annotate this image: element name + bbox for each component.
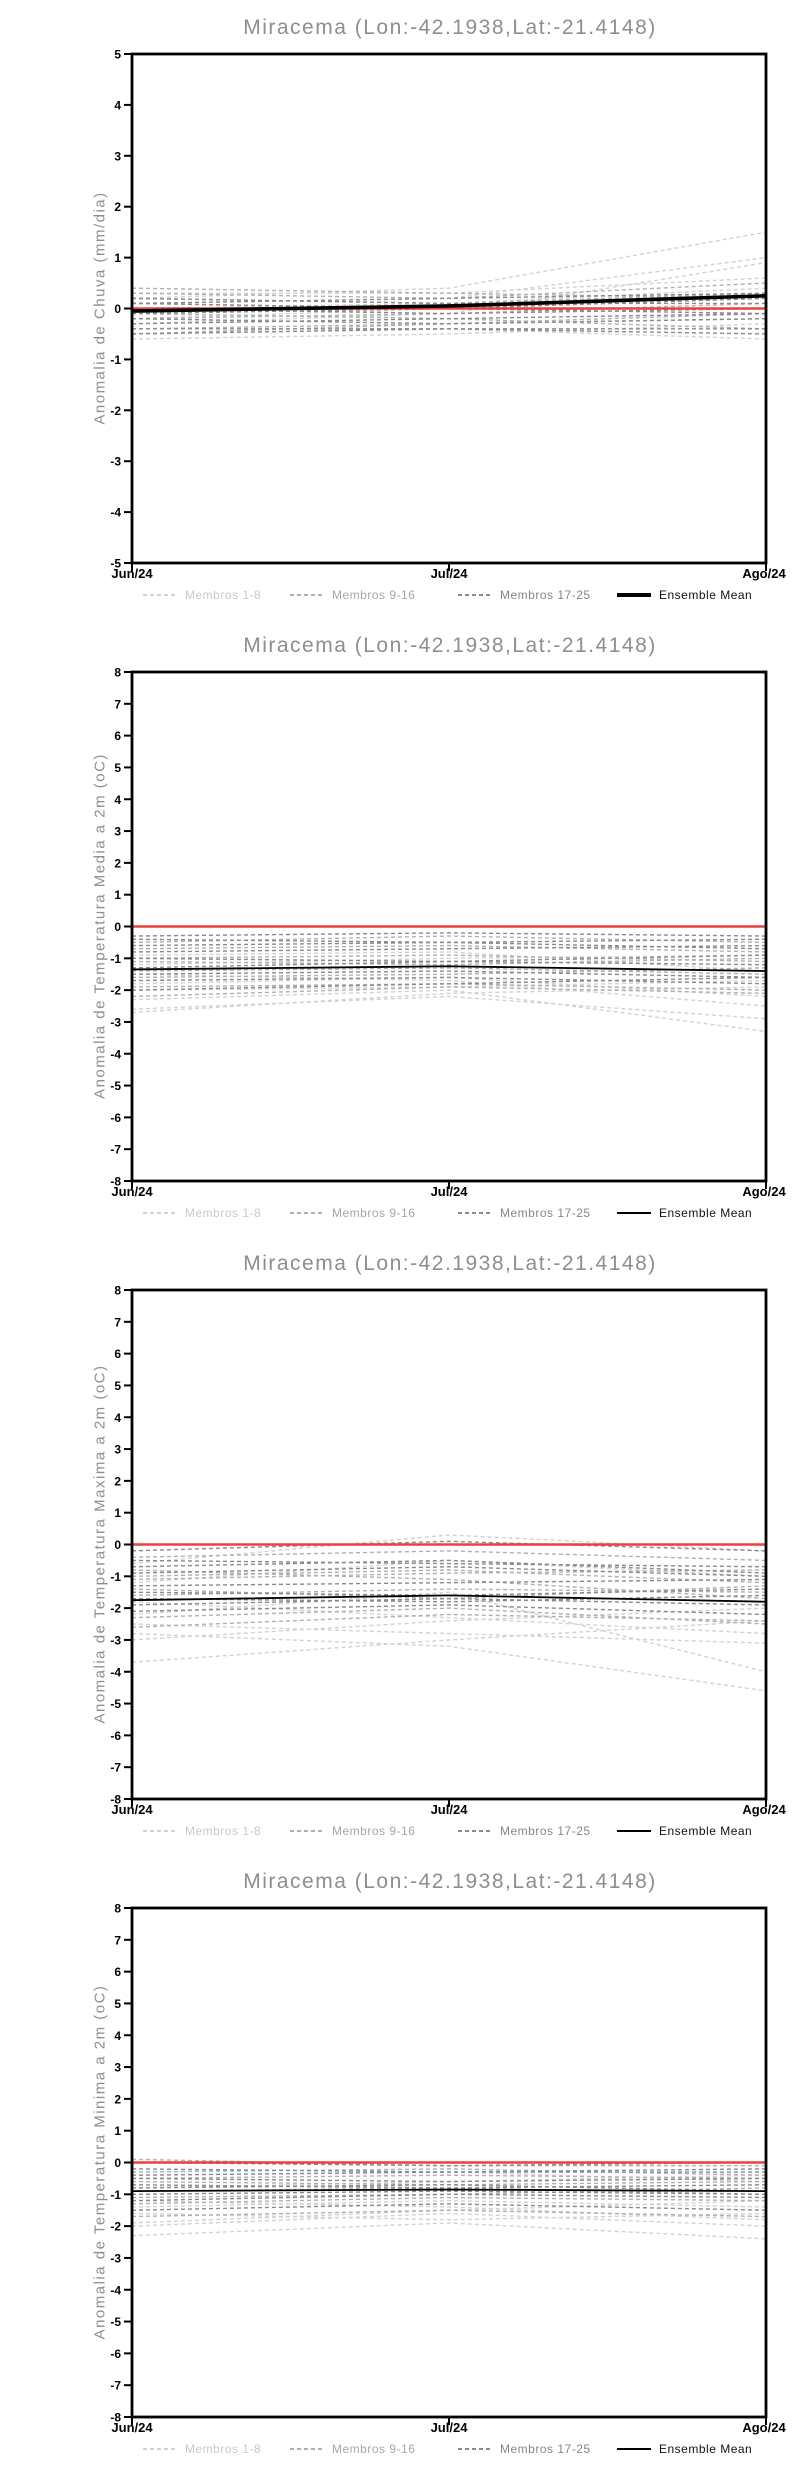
dashed-line-swatch <box>143 594 177 596</box>
svg-text:-6: -6 <box>110 2346 121 2361</box>
svg-text:4: 4 <box>114 98 121 113</box>
svg-text:7: 7 <box>114 1315 121 1330</box>
chart-block-min-temperature-anomaly <box>0 1854 800 2472</box>
plot-area <box>0 618 800 1236</box>
legend <box>0 2441 800 2459</box>
svg-text:-2: -2 <box>110 1601 121 1616</box>
solid-line-swatch <box>617 1212 651 1214</box>
x-axis-labels <box>0 566 800 582</box>
svg-text:-4: -4 <box>110 2283 121 2298</box>
x-tick-label-jun: Jun/24 <box>111 1802 153 1817</box>
legend <box>0 1823 800 1841</box>
legend-item-members-1-8 <box>143 2441 261 2457</box>
svg-text:7: 7 <box>114 697 121 712</box>
y-axis-label: Anomalia de Chuva (mm/dia) <box>91 191 109 425</box>
legend-item-ensemble-mean <box>617 2441 752 2457</box>
legend-label: Membros 9-16 <box>332 2442 416 2456</box>
svg-text:-8: -8 <box>110 2410 121 2425</box>
svg-text:2: 2 <box>114 1474 121 1489</box>
svg-text:3: 3 <box>114 2060 121 2075</box>
legend-item-members-17-25 <box>458 1823 591 1839</box>
svg-text:4: 4 <box>114 2028 121 2043</box>
x-tick-label-jun: Jun/24 <box>111 566 153 581</box>
legend-label: Ensemble Mean <box>659 588 753 602</box>
plot-area <box>0 0 800 618</box>
legend <box>0 1205 800 1223</box>
svg-text:4: 4 <box>114 792 121 807</box>
legend-label: Membros 1-8 <box>185 1824 262 1838</box>
svg-text:3: 3 <box>114 149 121 164</box>
x-tick-label-ago: Ago/24 <box>742 566 786 581</box>
chart-title: Miracema (Lon:-42.1938,Lat:-21.4148) <box>243 16 657 39</box>
svg-text:5: 5 <box>114 1996 121 2011</box>
svg-text:-4: -4 <box>110 505 121 520</box>
dashed-line-swatch <box>143 1830 177 1832</box>
chart-block-rain-anomaly <box>0 0 800 618</box>
svg-text:-8: -8 <box>110 1174 121 1189</box>
solid-line-swatch <box>617 1830 651 1832</box>
svg-text:6: 6 <box>114 1347 121 1362</box>
y-axis-label: Anomalia de Temperatura Maxima a 2m (oC) <box>91 1364 109 1724</box>
legend-item-members-9-16 <box>290 1823 415 1839</box>
legend-label: Membros 1-8 <box>185 588 262 602</box>
svg-text:-1: -1 <box>110 1569 121 1584</box>
legend-item-ensemble-mean <box>617 587 752 603</box>
chart-block-max-temperature-anomaly <box>0 1236 800 1854</box>
svg-text:1: 1 <box>114 251 121 266</box>
x-tick-label-jul: Jul/24 <box>430 2420 468 2435</box>
legend-item-ensemble-mean <box>617 1823 752 1839</box>
svg-text:-2: -2 <box>110 983 121 998</box>
svg-text:5: 5 <box>114 1378 121 1393</box>
svg-text:-5: -5 <box>110 1079 121 1094</box>
legend-label: Membros 9-16 <box>332 1824 416 1838</box>
svg-text:3: 3 <box>114 824 121 839</box>
legend-item-members-17-25 <box>458 587 591 603</box>
svg-text:0: 0 <box>114 920 121 934</box>
dashed-line-swatch <box>290 1212 324 1214</box>
svg-text:-5: -5 <box>110 1697 121 1712</box>
x-tick-label-jun: Jun/24 <box>111 1184 153 1199</box>
svg-text:-4: -4 <box>110 1665 121 1680</box>
svg-text:1: 1 <box>114 1506 121 1521</box>
svg-text:-1: -1 <box>110 2187 121 2202</box>
svg-text:-3: -3 <box>110 2251 121 2266</box>
legend-label: Membros 9-16 <box>332 1206 416 1220</box>
chart-title: Miracema (Lon:-42.1938,Lat:-21.4148) <box>243 634 657 657</box>
svg-text:-6: -6 <box>110 1728 121 1743</box>
dashed-line-swatch <box>458 1212 492 1214</box>
svg-text:-6: -6 <box>110 1110 121 1125</box>
svg-text:6: 6 <box>114 729 121 744</box>
solid-line-swatch <box>617 593 651 597</box>
x-tick-label-jun: Jun/24 <box>111 2420 153 2435</box>
legend-label: Membros 9-16 <box>332 588 416 602</box>
legend-label: Membros 17-25 <box>500 1824 591 1838</box>
dashed-line-swatch <box>290 2448 324 2450</box>
svg-text:5: 5 <box>114 47 121 62</box>
svg-text:-3: -3 <box>110 1633 121 1648</box>
legend-item-members-17-25 <box>458 2441 591 2457</box>
svg-text:8: 8 <box>114 665 121 680</box>
x-tick-label-jul: Jul/24 <box>430 1802 468 1817</box>
x-tick-label-ago: Ago/24 <box>742 1184 786 1199</box>
x-axis-labels <box>0 1802 800 1818</box>
y-axis-label: Anomalia de Temperatura Minima a 2m (oC) <box>91 1984 109 2340</box>
dashed-line-swatch <box>290 1830 324 1832</box>
x-axis-labels <box>0 2420 800 2436</box>
svg-text:1: 1 <box>114 2124 121 2139</box>
svg-text:-2: -2 <box>110 403 121 418</box>
legend-item-members-1-8 <box>143 1823 261 1839</box>
svg-text:-7: -7 <box>110 1760 121 1775</box>
svg-text:1: 1 <box>114 888 121 903</box>
chart-title: Miracema (Lon:-42.1938,Lat:-21.4148) <box>243 1252 657 1275</box>
legend <box>0 587 800 605</box>
x-tick-label-ago: Ago/24 <box>742 1802 786 1817</box>
svg-text:6: 6 <box>114 1965 121 1980</box>
svg-text:2: 2 <box>114 856 121 871</box>
svg-text:-5: -5 <box>110 2315 121 2330</box>
svg-text:-3: -3 <box>110 454 121 469</box>
svg-text:2: 2 <box>114 200 121 215</box>
svg-text:2: 2 <box>114 2092 121 2107</box>
svg-text:4: 4 <box>114 1410 121 1425</box>
dashed-line-swatch <box>143 1212 177 1214</box>
legend-label: Ensemble Mean <box>659 2442 753 2456</box>
svg-text:-8: -8 <box>110 1792 121 1807</box>
legend-label: Membros 17-25 <box>500 2442 591 2456</box>
dashed-line-swatch <box>143 2448 177 2450</box>
legend-item-members-9-16 <box>290 1205 415 1221</box>
legend-item-members-9-16 <box>290 2441 415 2457</box>
svg-text:3: 3 <box>114 1442 121 1457</box>
chart-title: Miracema (Lon:-42.1938,Lat:-21.4148) <box>243 1870 657 1893</box>
x-tick-label-jul: Jul/24 <box>430 566 468 581</box>
legend-item-ensemble-mean <box>617 1205 752 1221</box>
chart-block-mean-temperature-anomaly <box>0 618 800 1236</box>
x-axis-labels <box>0 1184 800 1200</box>
legend-label: Membros 17-25 <box>500 1206 591 1220</box>
svg-text:-1: -1 <box>110 951 121 966</box>
dashed-line-swatch <box>458 594 492 596</box>
legend-item-members-9-16 <box>290 587 415 603</box>
y-axis-label: Anomalia de Temperatura Media a 2m (oC) <box>91 753 109 1099</box>
legend-item-members-17-25 <box>458 1205 591 1221</box>
x-tick-label-jul: Jul/24 <box>430 1184 468 1199</box>
dashed-line-swatch <box>290 594 324 596</box>
svg-text:0: 0 <box>114 2156 121 2170</box>
svg-text:-7: -7 <box>110 1142 121 1157</box>
svg-text:0: 0 <box>114 302 121 316</box>
legend-label: Membros 1-8 <box>185 1206 262 1220</box>
svg-text:-7: -7 <box>110 2378 121 2393</box>
legend-label: Membros 17-25 <box>500 588 591 602</box>
svg-text:-3: -3 <box>110 1015 121 1030</box>
dashed-line-swatch <box>458 1830 492 1832</box>
x-tick-label-ago: Ago/24 <box>742 2420 786 2435</box>
svg-text:-5: -5 <box>110 556 121 571</box>
legend-label: Ensemble Mean <box>659 1824 753 1838</box>
svg-text:8: 8 <box>114 1283 121 1298</box>
svg-text:-4: -4 <box>110 1047 121 1062</box>
svg-text:5: 5 <box>114 760 121 775</box>
legend-item-members-1-8 <box>143 1205 261 1221</box>
svg-text:-1: -1 <box>110 352 121 367</box>
legend-label: Ensemble Mean <box>659 1206 753 1220</box>
svg-text:-2: -2 <box>110 2219 121 2234</box>
svg-text:8: 8 <box>114 1901 121 1916</box>
svg-text:7: 7 <box>114 1933 121 1948</box>
legend-label: Membros 1-8 <box>185 2442 262 2456</box>
legend-item-members-1-8 <box>143 587 261 603</box>
plot-area <box>0 1236 800 1854</box>
dashed-line-swatch <box>458 2448 492 2450</box>
solid-line-swatch <box>617 2448 651 2450</box>
plot-area <box>0 1854 800 2472</box>
svg-text:0: 0 <box>114 1538 121 1552</box>
